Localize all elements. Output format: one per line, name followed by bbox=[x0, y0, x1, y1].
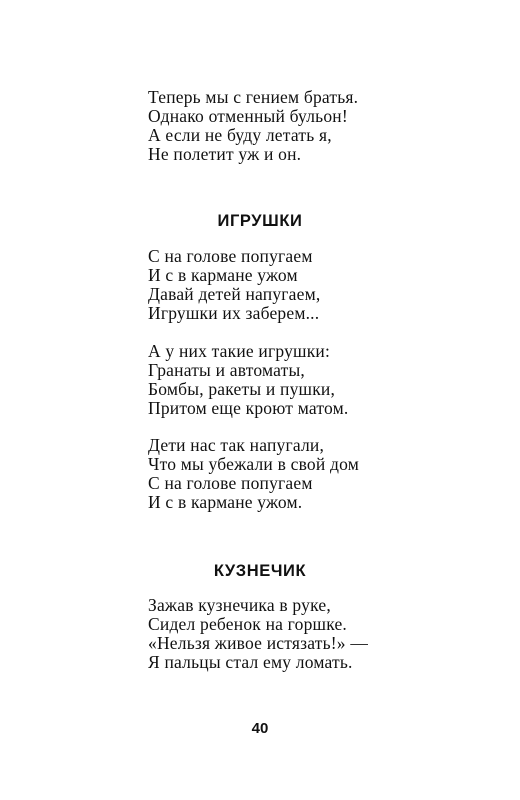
poem-line: Сидел ребенок на горшке. bbox=[148, 614, 348, 634]
poem-stanza-grasshopper bbox=[148, 596, 368, 672]
poem-line: Бомбы, ракеты и пушки, bbox=[148, 379, 336, 399]
poem-title-grasshopper: КУЗНЕЧИК bbox=[213, 562, 307, 580]
poem-line: Дети нас так напугали, bbox=[148, 435, 325, 455]
poem-line: И с в кармане ужом. bbox=[148, 492, 303, 512]
poem-line: Теперь мы с гением братья. bbox=[148, 87, 359, 107]
poem-line: Что мы убежали в свой дом bbox=[148, 454, 360, 474]
poem-line: Однако отменный бульон! bbox=[148, 106, 348, 126]
poem-line: Зажав кузнечика в руке, bbox=[148, 595, 331, 615]
poem-line: Игрушки их заберем... bbox=[148, 303, 320, 323]
poem-line: А если не буду летать я, bbox=[148, 125, 332, 145]
poem-title-toys: ИГРУШКИ bbox=[217, 212, 303, 230]
poem-line: Я пальцы стал ему ломать. bbox=[148, 652, 353, 672]
poem-line: А у них такие игрушки: bbox=[148, 341, 331, 361]
poem-stanza-toys-1 bbox=[148, 247, 320, 323]
poem-line: Гранаты и автоматы, bbox=[148, 360, 306, 380]
poem-line: И с в кармане ужом bbox=[148, 265, 298, 285]
poem-line: Притом еще кроют матом. bbox=[148, 398, 349, 418]
poem-line: С на голове попугаем bbox=[148, 246, 313, 266]
poem-stanza-intro bbox=[148, 88, 358, 164]
poem-line: С на голове попугаем bbox=[148, 473, 313, 493]
poem-stanza-toys-3 bbox=[148, 436, 359, 512]
poem-line: «Нельзя живое истязать!» — bbox=[148, 633, 369, 653]
poem-line: Не полетит уж и он. bbox=[148, 144, 302, 164]
poem-line: Давай детей напугаем, bbox=[148, 284, 321, 304]
page-number: 40 bbox=[251, 720, 269, 737]
poem-stanza-toys-2 bbox=[148, 342, 348, 418]
